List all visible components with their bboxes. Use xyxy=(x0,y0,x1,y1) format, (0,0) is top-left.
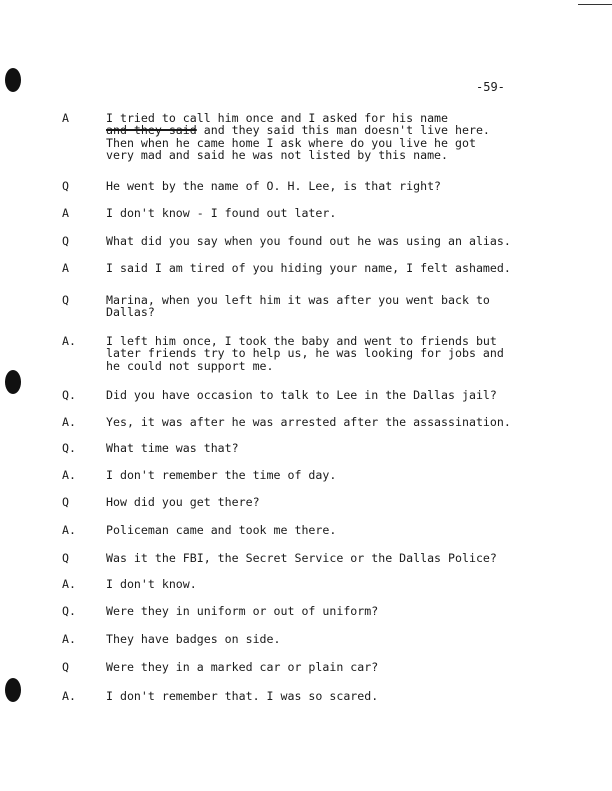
entry-text xyxy=(106,207,546,219)
speaker-label: A xyxy=(62,206,69,220)
text-line xyxy=(106,207,546,219)
line-segment: I don't remember the time of day. xyxy=(106,468,337,482)
line-segment: later friends try to help us, he was looking for jobs and xyxy=(106,346,504,361)
line-segment: I don't remember that. I was so scared. xyxy=(106,689,379,703)
entry-text xyxy=(106,469,546,481)
entry-text xyxy=(106,442,546,454)
speaker-label: A xyxy=(62,261,69,275)
line-segment: Did you have occasion to talk to Lee in the Dallas jail? xyxy=(106,388,497,402)
entry-text xyxy=(106,605,546,617)
page-number: -59- xyxy=(476,80,505,94)
entry-text xyxy=(106,690,546,702)
text-line xyxy=(106,416,546,428)
binder-hole-bottom xyxy=(5,678,21,702)
binder-hole-top xyxy=(5,68,21,92)
text-line xyxy=(106,149,546,161)
line-segment: Then when he came home I ask where do you live he got xyxy=(106,135,476,150)
line-segment: How did you get there? xyxy=(106,495,260,509)
text-line xyxy=(106,552,546,564)
text-line xyxy=(106,306,546,318)
speaker-label: Q xyxy=(62,495,69,509)
entry-text xyxy=(106,112,546,161)
text-line xyxy=(106,605,546,617)
entry-text xyxy=(106,389,546,401)
text-line xyxy=(106,360,546,372)
line-segment: I said I am tired of you hiding your name, I felt ashamed. xyxy=(106,261,511,275)
text-line xyxy=(106,469,546,481)
struck-text: and they said xyxy=(106,123,197,138)
line-segment: and they said this man doesn't live here. xyxy=(196,123,490,138)
line-segment: They have badges on side. xyxy=(106,632,281,646)
text-line xyxy=(106,389,546,401)
speaker-label: Q xyxy=(62,293,69,307)
binder-hole-middle xyxy=(5,370,21,394)
line-segment: I tried to call him once and I asked for his name xyxy=(106,111,449,125)
line-segment: I left him once, I took the baby and went to friends but xyxy=(106,334,497,348)
entry-text xyxy=(106,633,546,645)
line-segment: He went by the name of O. H. Lee, is that right? xyxy=(106,179,442,193)
speaker-label: A. xyxy=(62,468,76,482)
speaker-label: A. xyxy=(62,577,76,591)
entry-text xyxy=(106,524,546,536)
text-line xyxy=(106,180,546,192)
line-segment: Was it the FBI, the Secret Service or the Dallas Police? xyxy=(106,551,497,565)
speaker-label: Q xyxy=(62,551,69,565)
line-segment: I don't know. xyxy=(106,577,197,591)
entry-text xyxy=(106,496,546,508)
speaker-label: Q xyxy=(62,234,69,248)
speaker-label: A. xyxy=(62,689,76,703)
line-segment: What time was that? xyxy=(106,441,239,455)
line-segment: Marina, when you left him it was after you went back to xyxy=(106,293,490,307)
speaker-label: A. xyxy=(62,334,76,348)
text-line xyxy=(106,294,546,306)
text-line xyxy=(106,496,546,508)
speaker-label: Q. xyxy=(62,441,76,455)
entry-text xyxy=(106,235,546,247)
line-segment: What did you say when you found out he was using an alias. xyxy=(106,234,511,248)
text-line xyxy=(106,442,546,454)
entry-text xyxy=(106,416,546,428)
speaker-label: Q. xyxy=(62,388,76,402)
speaker-label: Q. xyxy=(62,604,76,618)
entry-text xyxy=(106,335,546,372)
line-segment: I don't know - I found out later. xyxy=(106,206,337,220)
text-line xyxy=(106,235,546,247)
entry-text xyxy=(106,661,546,673)
text-line xyxy=(106,690,546,702)
entry-text xyxy=(106,578,546,590)
speaker-label: A xyxy=(62,111,69,125)
entry-text xyxy=(106,180,546,192)
speaker-label: A. xyxy=(62,632,76,646)
text-line xyxy=(106,524,546,536)
speaker-label: Q xyxy=(62,660,69,674)
entry-text xyxy=(106,294,546,319)
speaker-label: A. xyxy=(62,415,76,429)
line-segment: Yes, it was after he was arrested after the assassination. xyxy=(106,415,511,429)
speaker-label: A. xyxy=(62,523,76,537)
line-segment: Policeman came and took me there. xyxy=(106,523,337,537)
entry-text xyxy=(106,262,546,274)
line-segment: Were they in a marked car or plain car? xyxy=(106,660,379,674)
text-line xyxy=(106,262,546,274)
line-segment: Dallas? xyxy=(106,305,155,320)
line-segment: he could not support me. xyxy=(106,358,274,373)
line-segment: Were they in uniform or out of uniform? xyxy=(106,604,379,618)
line-segment: very mad and said he was not listed by this name. xyxy=(106,147,449,162)
entry-text xyxy=(106,552,546,564)
text-line xyxy=(106,633,546,645)
text-line xyxy=(106,661,546,673)
text-line xyxy=(106,578,546,590)
corner-scan-mark xyxy=(578,4,612,5)
speaker-label: Q xyxy=(62,179,69,193)
